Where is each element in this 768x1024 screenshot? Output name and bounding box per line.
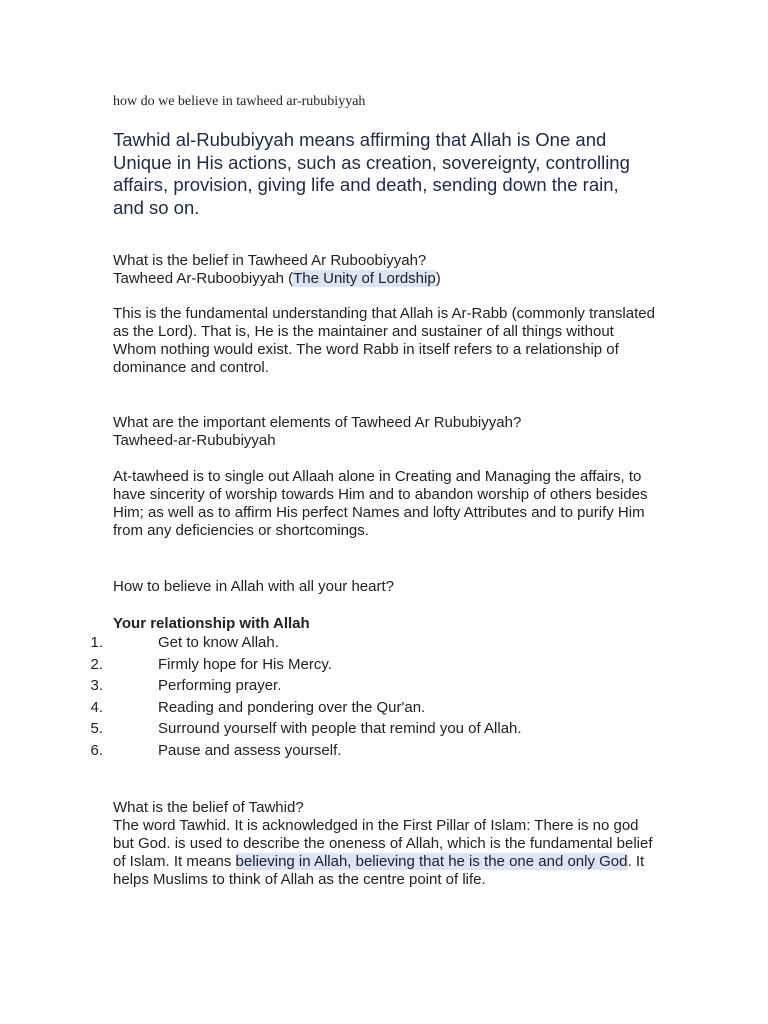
list-text: Performing prayer. xyxy=(158,677,282,695)
list-text: Get to know Allah. xyxy=(158,634,279,651)
document-title: how do we believe in tawheed ar-rububiyyah xyxy=(113,94,366,109)
answer-suffix: . It helps Muslims to think of Allah as the centre point of life. xyxy=(113,853,645,888)
lead-paragraph: Tawhid al-Rububiyyah means affirming that Allah is One and Unique in His actions, such as creation, sovereignty, controlling affairs, provision, giving life and death, sending down the rain, and so on. xyxy=(113,129,630,218)
list-text: Reading and pondering over the Qur'an. xyxy=(158,698,426,716)
list-item xyxy=(0,718,660,740)
answer-prefix: Tawheed Ar-Ruboobiyyah ( xyxy=(113,270,294,287)
paragraph-ar-rabb: This is the fundamental understanding that Allah is Ar-Rabb (commonly translated as the Lord). That is, He is the maintainer and sustainer of all things without Whom nothing would exist. The word Rabb in itself refers to a relationship of dominance and control. xyxy=(113,305,655,376)
list-number: 3. xyxy=(90,677,103,695)
question-text: What are the important elements of Tawheed Ar Rububiyyah? xyxy=(113,414,522,431)
highlighted-text: believing in Allah, believing that he is the one and only God xyxy=(235,853,628,870)
list-number: 6. xyxy=(90,741,103,759)
list-heading: Your relationship with Allah xyxy=(113,615,310,632)
section-belief-of-tawhid xyxy=(113,799,658,889)
numbered-list xyxy=(0,632,660,762)
list-number: 4. xyxy=(90,698,103,716)
list-number: 1. xyxy=(90,634,103,651)
list-number: 5. xyxy=(90,720,103,738)
answer-text: Tawheed-ar-Rububiyyah xyxy=(113,432,276,449)
section-unity-of-lordship xyxy=(113,252,658,288)
paragraph-at-tawheed: At-tawheed is to single out Allaah alone in Creating and Managing the affairs, to have sincerity of worship towards Him and to abandon worship of others besides Him; as well as to affirm His perfect Names and lofty Attributes and to purify Him from any deficiencies or shortcomings. xyxy=(113,468,648,539)
question-heart: How to believe in Allah with all your heart? xyxy=(113,578,394,595)
answer-prefix: The word Tawhid. It is acknowledged in the First Pillar of Islam: There is no god but God. is used to describe the oneness of Allah, which is the fundamental belief of Islam. It means xyxy=(113,817,653,870)
list-item xyxy=(0,632,660,654)
list-text: Firmly hope for His Mercy. xyxy=(158,655,332,673)
list-item xyxy=(0,740,660,762)
answer-text xyxy=(113,270,658,288)
list-item xyxy=(0,654,660,676)
list-text: Pause and assess yourself. xyxy=(158,741,342,759)
list-item xyxy=(0,675,660,697)
list-text: Surround yourself with people that remind you of Allah. xyxy=(158,720,522,738)
highlighted-text: The Unity of Lordship xyxy=(293,270,436,287)
question-text: What is the belief of Tawhid? xyxy=(113,799,304,816)
list-number: 2. xyxy=(90,655,103,673)
section-important-elements xyxy=(113,414,658,450)
answer-text xyxy=(113,817,658,889)
answer-suffix: ) xyxy=(435,270,441,287)
question-text: What is the belief in Tawheed Ar Ruboobiyyah? xyxy=(113,252,427,269)
list-item xyxy=(0,697,660,719)
